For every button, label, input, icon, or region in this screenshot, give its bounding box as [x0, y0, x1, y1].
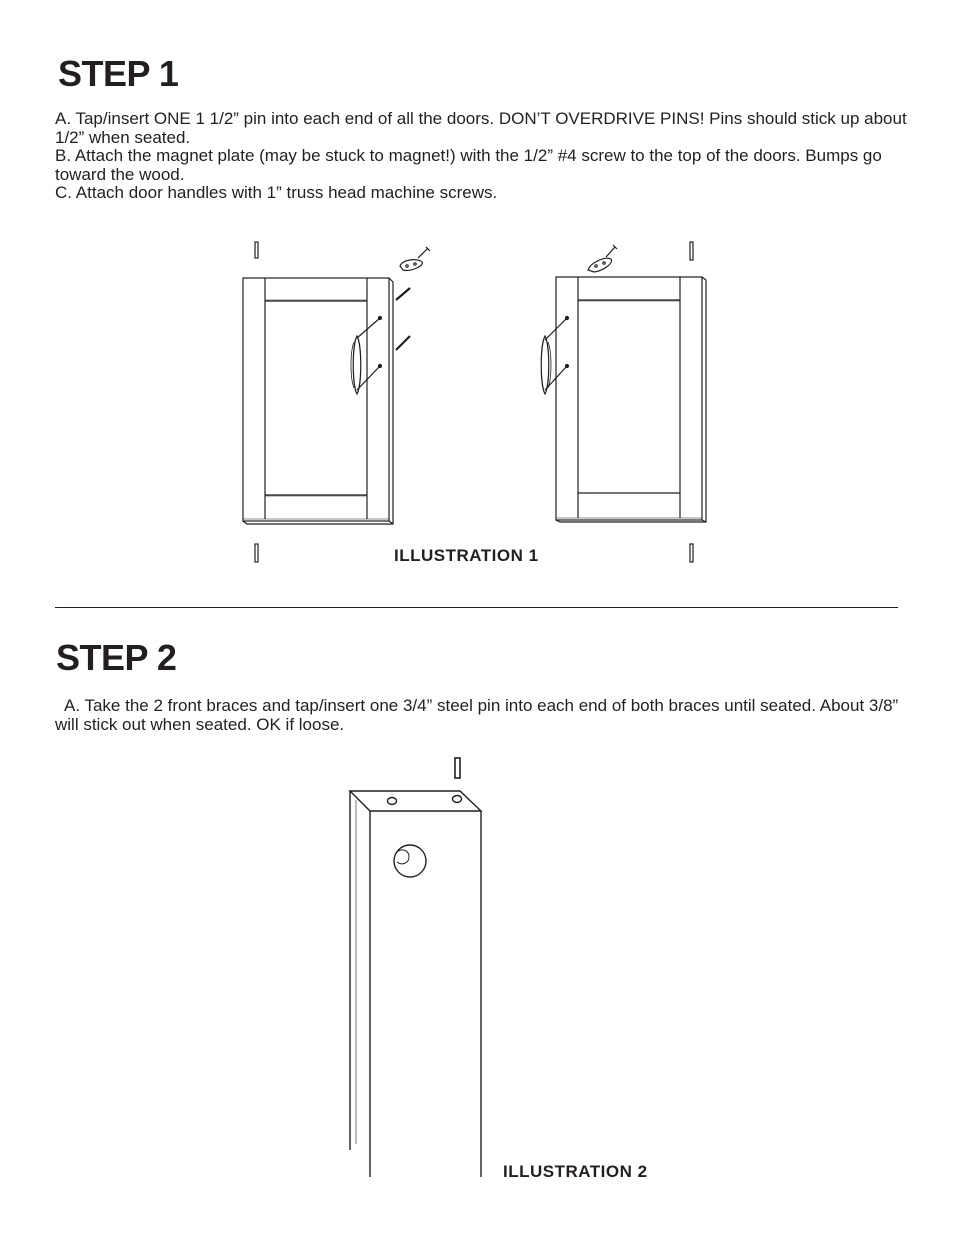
front-brace: [350, 791, 481, 1177]
step1-instruction-a: A. Tap/insert ONE 1 1/2” pin into each end of all the doors. DON’T OVERDRIVE PINS! Pins should stick up about 1/2” when seated.: [55, 109, 907, 147]
pin-left-top: [255, 242, 258, 258]
step1-instruction-b: B. Attach the magnet plate (may be stuck to magnet!) with the 1/2” #4 screw to the top of the doors. Bumps go toward the wood.: [55, 146, 882, 184]
left-door: [243, 247, 430, 524]
illustration-1-label: ILLUSTRATION 1: [394, 546, 539, 565]
step1-title: STEP 1: [58, 53, 179, 94]
right-door: [541, 245, 706, 522]
step1-instruction-c: C. Attach door handles with 1” truss head machine screws.: [55, 183, 498, 202]
brace-pin: [455, 758, 460, 778]
section-divider: [55, 607, 898, 608]
step2-title: STEP 2: [56, 637, 177, 678]
pin-left-bottom: [255, 544, 258, 562]
step2-instruction-a: A. Take the 2 front braces and tap/insert one 3/4” steel pin into each end of both braces until seated. About 3/8” will stick out when seated. OK if loose.: [55, 696, 899, 734]
pin-right-bottom: [690, 544, 693, 562]
step2-instructions: [55, 697, 915, 734]
pin-right-top: [690, 242, 693, 260]
illustration-2-label: ILLUSTRATION 2: [503, 1162, 648, 1181]
illustration-1-drawing: [0, 0, 954, 600]
